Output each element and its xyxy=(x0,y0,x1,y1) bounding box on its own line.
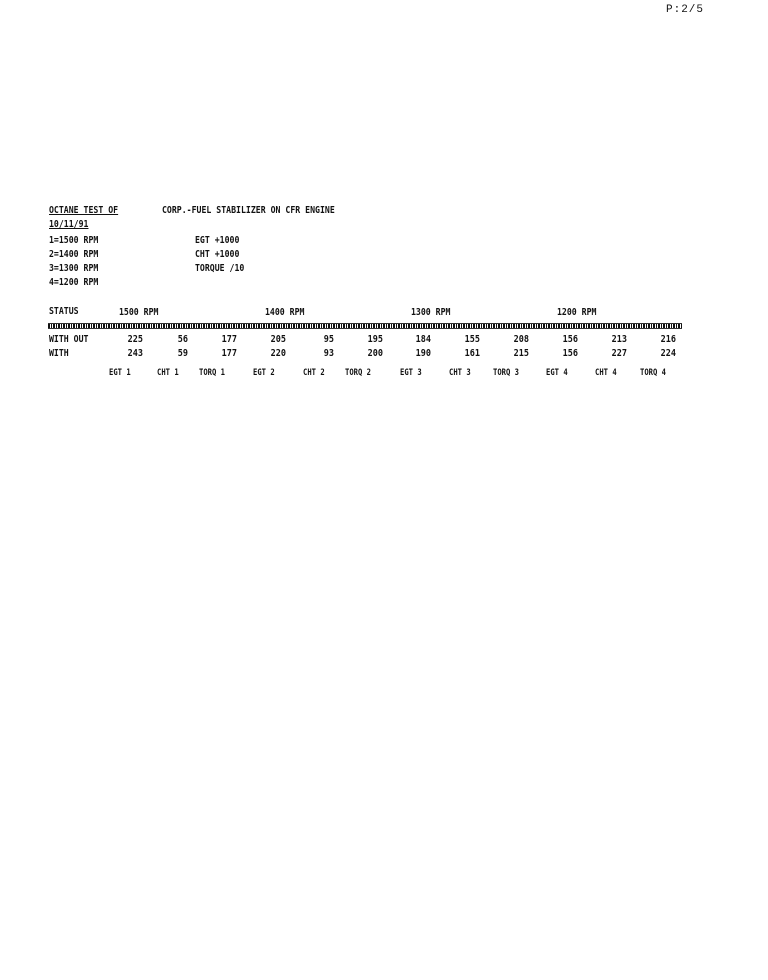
page-number: P:2/5 xyxy=(666,4,705,16)
table-cell: 243 xyxy=(127,348,143,359)
column-header: CHT 3 xyxy=(449,368,471,378)
table-cell: 190 xyxy=(415,348,431,359)
scale-note: EGT +1000 xyxy=(195,235,240,246)
column-header: EGT 1 xyxy=(109,368,131,378)
rpm-group-label: 1200 RPM xyxy=(557,307,597,318)
table-cell: 200 xyxy=(367,348,383,359)
scale-note: CHT +1000 xyxy=(195,249,240,260)
separator-line xyxy=(48,323,682,329)
column-header: EGT 2 xyxy=(253,368,275,378)
status-label: STATUS xyxy=(49,306,79,317)
table-cell: 224 xyxy=(660,348,676,359)
table-cell: 155 xyxy=(464,334,480,345)
rpm-legend-item: 3=1300 RPM xyxy=(49,263,99,274)
table-cell: 156 xyxy=(562,348,578,359)
column-header: TORQ 2 xyxy=(345,368,372,378)
column-header: TORQ 3 xyxy=(493,368,520,378)
table-cell: 215 xyxy=(513,348,529,359)
column-header: EGT 3 xyxy=(400,368,422,378)
table-cell: 213 xyxy=(611,334,627,345)
table-cell: 184 xyxy=(415,334,431,345)
column-header: CHT 4 xyxy=(595,368,617,378)
table-cell: 56 xyxy=(177,334,188,345)
table-cell: 195 xyxy=(367,334,383,345)
table-cell: 59 xyxy=(177,348,188,359)
column-header: CHT 2 xyxy=(303,368,325,378)
column-header: TORQ 1 xyxy=(199,368,226,378)
report-date: 10/11/91 xyxy=(49,219,89,230)
rpm-group-label: 1400 RPM xyxy=(265,307,305,318)
column-header: EGT 4 xyxy=(546,368,568,378)
table-cell: 177 xyxy=(221,334,237,345)
rpm-legend-item: 4=1200 RPM xyxy=(49,277,99,288)
table-cell: 227 xyxy=(611,348,627,359)
table-cell: 93 xyxy=(323,348,334,359)
rpm-group-label: 1500 RPM xyxy=(119,307,159,318)
column-header: TORQ 4 xyxy=(640,368,667,378)
table-cell: 161 xyxy=(464,348,480,359)
table-cell: 208 xyxy=(513,334,529,345)
scale-note: TORQUE /10 xyxy=(195,263,245,274)
report-subject: CORP.-FUEL STABILIZER ON CFR ENGINE xyxy=(162,205,335,216)
table-cell: 95 xyxy=(323,334,334,345)
column-header: CHT 1 xyxy=(157,368,179,378)
rpm-legend-item: 2=1400 RPM xyxy=(49,249,99,260)
table-cell: 216 xyxy=(660,334,676,345)
table-cell: 220 xyxy=(270,348,286,359)
table-cell: 225 xyxy=(127,334,143,345)
report-title: OCTANE TEST OF xyxy=(49,205,119,216)
table-cell: 177 xyxy=(221,348,237,359)
row-label: WITH OUT xyxy=(49,334,89,345)
rpm-legend-item: 1=1500 RPM xyxy=(49,235,99,246)
rpm-group-label: 1300 RPM xyxy=(411,307,451,318)
table-cell: 205 xyxy=(270,334,286,345)
table-cell: 156 xyxy=(562,334,578,345)
row-label: WITH xyxy=(49,348,69,359)
